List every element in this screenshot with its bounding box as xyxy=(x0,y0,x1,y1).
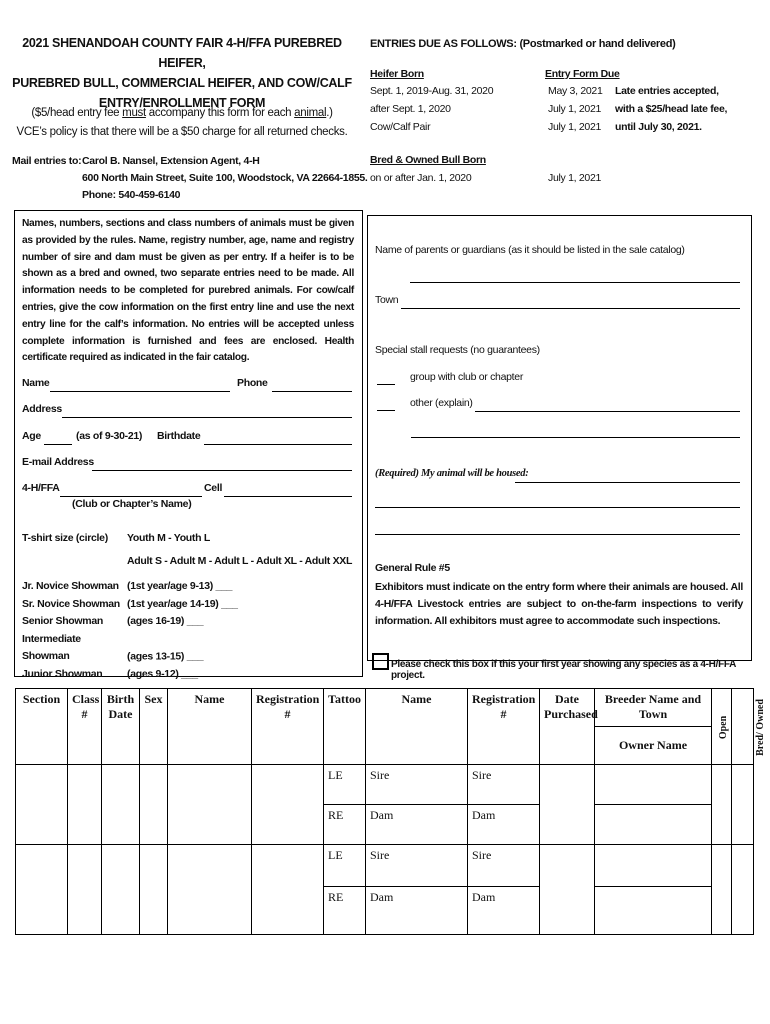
name-label: Name xyxy=(22,377,50,389)
town-label: Town xyxy=(375,294,399,306)
cell-dam-name[interactable]: Dam xyxy=(366,887,468,935)
first-year-label: Please check this box if this your first year showing any species as a 4-H/FFA project. xyxy=(391,659,736,681)
housed-input[interactable] xyxy=(515,482,740,483)
cell-sex[interactable] xyxy=(140,765,168,845)
cell-name[interactable] xyxy=(168,765,252,845)
other-input-2[interactable] xyxy=(411,437,740,438)
due-2: July 1, 2021 xyxy=(548,103,602,115)
cell-dam-reg[interactable]: Dam xyxy=(468,887,540,935)
other-label: other (explain) xyxy=(410,397,473,409)
parents-input[interactable] xyxy=(410,282,740,283)
header-sex: Sex xyxy=(140,689,168,765)
header-breeder: Breeder Name and Town xyxy=(595,689,712,727)
born-2: after Sept. 1, 2020 xyxy=(370,103,451,115)
cell-sex[interactable] xyxy=(140,845,168,935)
title-line-2: PUREBRED BULL, COMMERCIAL HEIFER, AND COW/CALF xyxy=(12,76,352,90)
bull-due: July 1, 2021 xyxy=(548,172,602,184)
group-check[interactable] xyxy=(377,384,395,385)
cell-dam-reg[interactable]: Dam xyxy=(468,805,540,845)
rule-text: Exhibitors must indicate on the entry form where their animals are housed. All 4-H/FFA Livestock entries are subject to on-the-farm inspections to verify information. All exhibitors must agree to accommodate such inspections. xyxy=(375,581,743,627)
other-input[interactable] xyxy=(475,411,740,412)
cell-tattoo-le[interactable]: LE xyxy=(324,845,366,887)
club-note: (Club or Chapter’s Name) xyxy=(72,498,192,510)
address-input[interactable] xyxy=(62,417,352,418)
showman-age: (ages 16-19) ___ xyxy=(127,615,204,627)
form-title xyxy=(12,33,352,113)
bull-head: Bred & Owned Bull Born xyxy=(370,154,486,166)
showman-row[interactable] xyxy=(22,631,354,666)
showman-row[interactable] xyxy=(22,613,354,631)
header-open-cell xyxy=(712,689,732,765)
cell-registration[interactable] xyxy=(252,765,324,845)
showman-row[interactable] xyxy=(22,666,354,684)
cell-section[interactable] xyxy=(16,845,68,935)
due-1: May 3, 2021 xyxy=(548,85,603,97)
header-owner: Owner Name xyxy=(595,727,712,765)
born-3: Cow/Calf Pair xyxy=(370,121,431,133)
age-as-of: (as of 9-30-21) xyxy=(76,430,143,442)
adult-sizes[interactable]: Adult S - Adult M - Adult L - Adult XL - Adult XXL xyxy=(127,555,353,567)
late-note xyxy=(615,82,727,136)
header-tattoo: Tattoo xyxy=(324,689,366,765)
cell-bred-owned[interactable] xyxy=(732,765,754,845)
heifer-born-head: Heifer Born xyxy=(370,68,424,80)
showman-row[interactable] xyxy=(22,596,354,614)
cell-dam-name[interactable]: Dam xyxy=(366,805,468,845)
header-class: Class # xyxy=(68,689,102,765)
showman-label: Jr. Novice Showman xyxy=(22,580,119,592)
header-registration: Registration # xyxy=(252,689,324,765)
header-sire-dam-registration: Registration # xyxy=(468,689,540,765)
fee-post: .) xyxy=(326,107,333,119)
header-date-purchased: Date Purchased xyxy=(540,689,595,765)
phone-label: Phone xyxy=(237,377,268,389)
cell-registration[interactable] xyxy=(252,845,324,935)
table-row xyxy=(16,765,754,805)
cell-owner[interactable] xyxy=(595,887,712,935)
cell-birth-date[interactable] xyxy=(102,845,140,935)
showman-age: (1st year/age 14-19) ___ xyxy=(127,597,238,610)
header-birth-date: Birth Date xyxy=(102,689,140,765)
housed-input-3[interactable] xyxy=(375,534,740,535)
youth-sizes[interactable]: Youth M - Youth L xyxy=(127,532,210,544)
cell-open[interactable] xyxy=(712,845,732,935)
cell-name[interactable] xyxy=(168,845,252,935)
showman-label: Intermediate Showman xyxy=(22,632,81,662)
header-sire-dam-name: Name xyxy=(366,689,468,765)
showman-age: (ages 13-15) ___ xyxy=(127,650,204,662)
mail-line-1: Carol B. Nansel, Extension Agent, 4-H xyxy=(82,155,260,167)
entries-header: ENTRIES DUE AS FOLLOWS: (Postmarked or hand delivered) xyxy=(370,38,676,50)
housed-input-2[interactable] xyxy=(375,507,740,508)
mail-to xyxy=(12,153,368,201)
cell-sire-reg[interactable]: Sire xyxy=(468,765,540,805)
other-check[interactable] xyxy=(377,410,395,411)
tshirt-label: T-shirt size (circle) xyxy=(22,532,108,544)
cell-date-purchased[interactable] xyxy=(540,845,595,935)
showman-list xyxy=(22,578,354,683)
phone-input[interactable] xyxy=(272,391,352,392)
rule-title: General Rule #5 xyxy=(375,562,450,574)
check-policy: VCE’s policy is that there will be a $50 charge for all returned checks. xyxy=(16,126,348,138)
name-input[interactable] xyxy=(50,391,230,392)
entry-table xyxy=(15,688,766,935)
stall-label: Special stall requests (no guarantees) xyxy=(375,344,540,356)
showman-label: Senior Showman xyxy=(22,615,103,627)
cell-bred-owned[interactable] xyxy=(732,845,754,935)
parents-label: Name of parents or guardians (as it should be listed in the sale catalog) xyxy=(375,244,685,256)
showman-age: (ages 9-12) ___ xyxy=(127,667,198,680)
fee-note xyxy=(12,104,352,142)
due-3: July 1, 2021 xyxy=(548,121,602,133)
fee-mid: accompany this form for each xyxy=(145,107,295,119)
title-line-3: ENTRY/ENROLLMENT FORM xyxy=(98,96,266,110)
age-input[interactable] xyxy=(44,444,72,445)
email-label: E-mail Address xyxy=(22,456,94,468)
table-row xyxy=(16,845,754,887)
late-line-2: with a $25/head late fee, xyxy=(615,103,728,115)
instructions: Names, numbers, sections and class numbers of animals must be given as provided by the rules. Name, registry number, age, name and registry number of sire and dam must be given as per entry. If a heifer is to be shown as a bred and owned, two separate entries need to be made. All information needs to be completed for purebred animals. For cow/calf entries, give the cow information on the first entry line and use the next entry line for the calf’s information. No entries will be accepted unless complete information is furnished and fees are enclosed. Health certificate required as indicated in the fair catalog. xyxy=(22,218,354,364)
entry-due-head: Entry Form Due xyxy=(545,68,620,80)
birthdate-label: Birthdate xyxy=(157,430,201,442)
cell-birth-date[interactable] xyxy=(102,765,140,845)
late-line-3: until July 30, 2021. xyxy=(615,121,702,133)
age-label: Age xyxy=(22,430,41,442)
mail-label: Mail entries to: xyxy=(12,155,82,167)
header-open: Open xyxy=(718,715,730,740)
born-1: Sept. 1, 2019-Aug. 31, 2020 xyxy=(370,85,494,97)
cell-sire-name[interactable]: Sire xyxy=(366,845,468,887)
cell-tattoo-re[interactable]: RE xyxy=(324,805,366,845)
cell-breeder[interactable] xyxy=(595,845,712,887)
header-bred-owned: Bred/ Owned xyxy=(754,699,766,756)
showman-age: (1st year/age 9-13) ___ xyxy=(127,580,233,592)
showman-row[interactable] xyxy=(22,578,354,596)
header-name: Name xyxy=(168,689,252,765)
cell-section[interactable] xyxy=(16,765,68,845)
header-section: Section xyxy=(16,689,68,765)
title-line-1: 2021 SHENANDOAH COUNTY FAIR 4-H/FFA PUREBRED HEIFER, xyxy=(22,36,342,70)
club-label: 4-H/FFA xyxy=(22,482,60,494)
cell-class[interactable] xyxy=(68,845,102,935)
fee-animal: animal xyxy=(294,107,327,119)
bull-born: on or after Jan. 1, 2020 xyxy=(370,172,472,184)
email-input[interactable] xyxy=(92,470,352,471)
cell-breeder[interactable] xyxy=(595,765,712,805)
club-input[interactable] xyxy=(60,496,202,497)
cell-class[interactable] xyxy=(68,765,102,845)
housed-label: (Required) My animal will be housed: xyxy=(375,468,529,479)
cell-date-purchased[interactable] xyxy=(540,765,595,845)
cell-tattoo-re[interactable]: RE xyxy=(324,887,366,935)
cell-label: Cell xyxy=(204,482,223,494)
header-bred-cell xyxy=(732,689,766,765)
cell-open[interactable] xyxy=(712,765,732,845)
mail-line-2: 600 North Main Street, Suite 100, Woodstock, VA 22664-1855. xyxy=(82,172,368,184)
showman-label: Junior Showman xyxy=(22,667,103,680)
cell-sire-name[interactable]: Sire xyxy=(366,765,468,805)
cell-input[interactable] xyxy=(224,496,352,497)
first-year-checkbox[interactable] xyxy=(372,653,389,670)
cell-owner[interactable] xyxy=(595,805,712,845)
fee-line xyxy=(12,104,352,123)
cell-sire-reg[interactable]: Sire xyxy=(468,845,540,887)
showman-label: Sr. Novice Showman xyxy=(22,597,120,610)
birthdate-input[interactable] xyxy=(204,444,352,445)
address-label: Address xyxy=(22,403,62,415)
fee-pre: ($5/head entry fee xyxy=(31,107,123,119)
town-input[interactable] xyxy=(401,308,740,309)
late-line-1: Late entries accepted, xyxy=(615,85,719,97)
mail-line-3: Phone: 540-459-6140 xyxy=(82,189,181,201)
fee-must: must xyxy=(122,107,146,119)
group-label: group with club or chapter xyxy=(410,371,524,383)
cell-tattoo-le[interactable]: LE xyxy=(324,765,366,805)
